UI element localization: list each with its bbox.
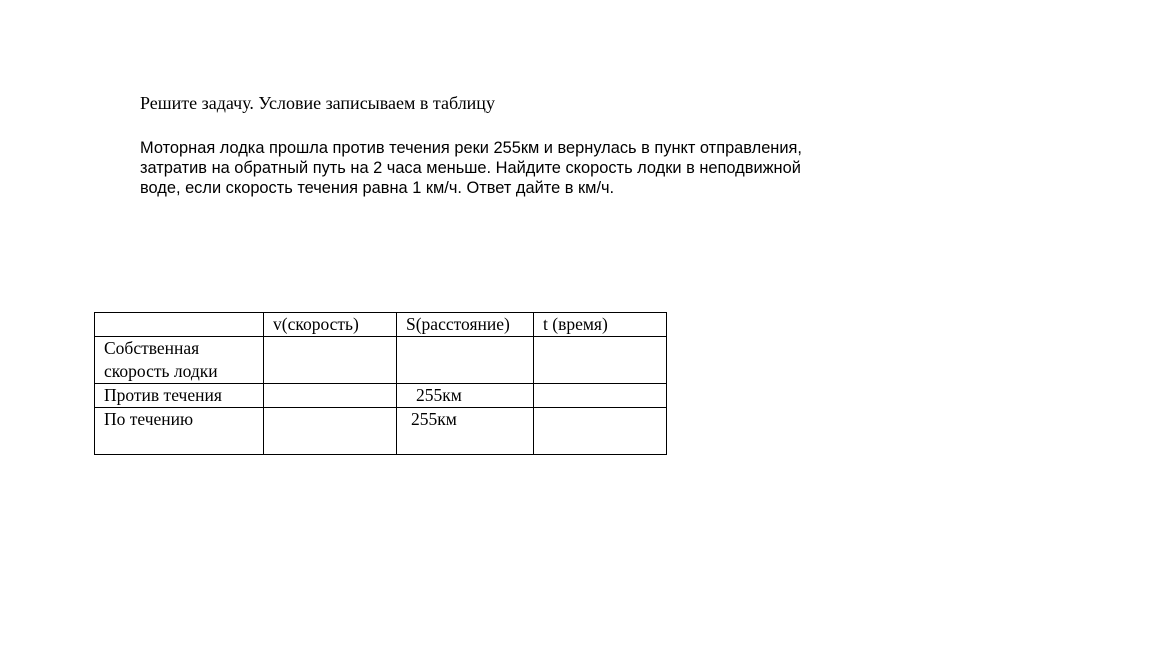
table-row-against-current <box>95 384 667 408</box>
cell-own-time <box>534 337 667 384</box>
header-distance: S(расстояние) <box>397 313 534 337</box>
row-label-own-speed-line-2: скорость лодки <box>104 361 218 381</box>
table-row-along-current <box>95 408 667 455</box>
cell-along-time <box>534 408 667 455</box>
condition-table <box>94 312 667 455</box>
header-time: t (время) <box>534 313 667 337</box>
problem-statement <box>140 138 920 198</box>
cell-along-velocity <box>264 408 397 455</box>
cell-along-distance: 255км <box>397 408 534 455</box>
cell-own-distance <box>397 337 534 384</box>
header-empty-cell <box>95 313 264 337</box>
row-label-against-current: Против течения <box>95 384 264 408</box>
cell-own-velocity <box>264 337 397 384</box>
row-label-own-speed <box>95 337 264 384</box>
cell-against-velocity <box>264 384 397 408</box>
problem-line-1: Моторная лодка прошла против течения реки 255км и вернулась в пункт отправления, <box>140 139 802 157</box>
table-row-own-speed <box>95 337 667 384</box>
row-label-own-speed-line-1: Собственная <box>104 338 200 358</box>
problem-line-2: затратив на обратный путь на 2 часа меньше. Найдите скорость лодки в неподвижной <box>140 159 801 177</box>
problem-line-3: воде, если скорость течения равна 1 км/ч. Ответ дайте в км/ч. <box>140 179 615 197</box>
row-label-along-current: По течению <box>95 408 264 455</box>
header-velocity: v(скорость) <box>264 313 397 337</box>
cell-against-distance: 255км <box>397 384 534 408</box>
cell-against-time <box>534 384 667 408</box>
table-header-row <box>95 313 667 337</box>
task-heading: Решите задачу. Условие записываем в таблицу <box>140 93 495 113</box>
